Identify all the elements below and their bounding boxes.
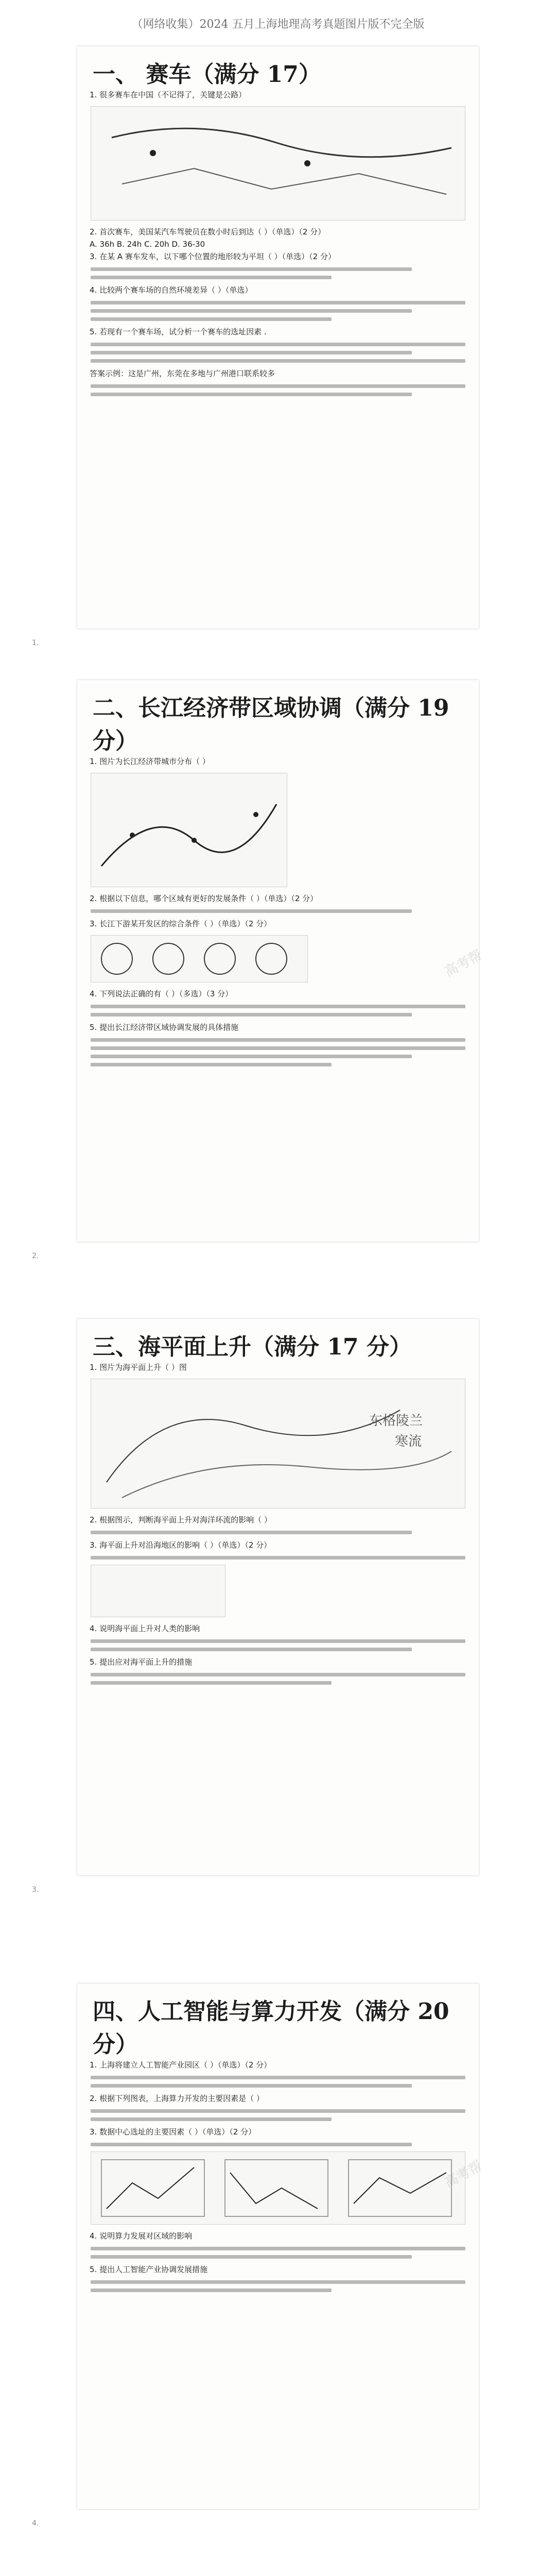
text-line — [91, 1038, 465, 1042]
text-line — [91, 343, 465, 346]
question: 1. 很多赛车在中国（不记得了，关键是公路） — [90, 90, 247, 99]
section-2-sheet — [77, 680, 479, 1242]
text-line — [91, 317, 332, 321]
circle-diagrams — [91, 935, 308, 982]
header-note: （网络收集）2024 五月上海地理高考真题图片版不完全版 — [131, 18, 425, 31]
text-line — [91, 1013, 412, 1016]
question: 1. 图片为长江经济带城市分布（ ） — [90, 757, 210, 766]
section-2-title: 二、长江经济带区域协调（满分 19 分） — [93, 695, 449, 754]
section-4-sheet — [77, 1984, 479, 2509]
section-4-title: 四、人工智能与算力开发（满分 20 分） — [93, 1998, 449, 2058]
text-line — [91, 2280, 465, 2284]
page-number: 4. — [32, 2519, 39, 2528]
section-3-sheet — [77, 1319, 479, 1875]
text-line — [91, 393, 412, 396]
question: A. 36h B. 24h C. 20h D. 36-30 — [90, 240, 205, 249]
text-line — [91, 1063, 332, 1066]
text-line — [91, 1639, 465, 1643]
route-map — [91, 107, 465, 220]
text-line — [91, 1681, 332, 1685]
city-point — [130, 833, 135, 838]
trend-line — [107, 2167, 194, 2209]
text-line — [91, 351, 412, 354]
map-figure — [91, 106, 465, 221]
text-line — [91, 2109, 465, 2113]
text-line — [91, 1673, 465, 1676]
text-line — [91, 2143, 412, 2146]
text-line — [91, 301, 465, 304]
text-line — [91, 2117, 332, 2121]
question: 5. 提出应对海平面上升的措施 — [90, 1657, 193, 1667]
text-line — [91, 1055, 412, 1058]
small-figure — [91, 1565, 225, 1617]
map-label: 寒流 — [395, 1434, 422, 1449]
question: 3. 长江下游某开发区的综合条件（ ）（单选）（2 分） — [90, 919, 272, 928]
route-line — [112, 128, 451, 157]
text-line — [91, 2084, 412, 2088]
section-1-sheet — [77, 46, 479, 629]
text-line — [91, 276, 332, 279]
question: 4. 比较两个赛车场的自然环境差异（ ）（单选） — [90, 285, 253, 295]
question: 4. 说明海平面上升对人类的影响 — [90, 1624, 200, 1633]
text-line — [91, 1556, 465, 1560]
current-line — [107, 1410, 400, 1482]
question: 5. 提出长江经济带区域协调发展的具体措施 — [90, 1023, 239, 1032]
question: 2. 根据以下信息，哪个区域有更好的发展条件（ ）（单选）（2 分） — [90, 894, 318, 903]
question: 1. 上海将建立人工智能产业园区（ ）（单选）（2 分） — [90, 2060, 272, 2070]
question: 2. 根据下列图表，上海算力开发的主要因素是（ ） — [90, 2094, 264, 2103]
section-3-title: 三、海平面上升（满分 17 分） — [93, 1334, 412, 1360]
diagram-circle — [153, 943, 184, 974]
chart-frame — [225, 2160, 328, 2216]
river-line — [101, 804, 276, 866]
page-number: 1. — [32, 639, 39, 647]
current-line — [122, 1451, 451, 1498]
question: 3. 数据中心选址的主要因素（ ）（单选）（2 分） — [90, 2127, 256, 2137]
ocean-map — [91, 1379, 465, 1509]
city-point — [253, 812, 258, 817]
city-point — [192, 838, 197, 843]
text-line — [91, 309, 412, 313]
page-number: 3. — [32, 1886, 39, 1894]
question: 5. 若现有一个赛车场，试分析一个赛车的选址因素 . — [90, 327, 267, 336]
river-map — [91, 773, 287, 887]
question: 3. 在某 A 赛车发车，以下哪个位置的地形较为平坦（ ）（单选）（2 分） — [90, 252, 336, 261]
diagram-row — [91, 936, 307, 982]
question: 1. 图片为海平面上升（ ）图 — [90, 1363, 187, 1372]
diagram-circle — [101, 943, 132, 974]
text-line — [91, 384, 465, 388]
question: 4. 说明算力发展对区域的影响 — [90, 2231, 193, 2241]
text-line — [91, 2289, 332, 2292]
trend-line — [354, 2173, 446, 2204]
map-point — [304, 160, 310, 166]
question: 2. 根据图示，判断海平面上升对海洋环流的影响（ ） — [90, 1515, 272, 1524]
diagram-circle — [256, 943, 287, 974]
text-line — [91, 1648, 412, 1651]
text-line — [91, 1046, 465, 1050]
diagram-circle — [204, 943, 235, 974]
text-line — [91, 909, 412, 913]
text-line — [91, 2247, 465, 2250]
coast-line — [122, 168, 446, 194]
trend-line — [230, 2173, 318, 2209]
watermark: 高考帮 — [442, 2158, 485, 2191]
question: 3. 海平面上升对沿海地区的影响（ ）（单选）（2 分） — [90, 1540, 272, 1550]
text-line — [91, 2076, 465, 2079]
watermark: 高考帮 — [442, 947, 485, 980]
section-1-title: 一、 赛车（满分 17） — [93, 61, 321, 88]
text-line — [91, 1005, 465, 1008]
map-point — [150, 150, 156, 156]
question: 5. 提出人工智能产业协调发展措施 — [90, 2265, 208, 2274]
question: 2. 首次赛车，美国某汽车驾驶员在数小时后到达（ ）（单选）（2 分） — [90, 227, 326, 236]
trend-figures — [91, 2151, 465, 2225]
text-line — [91, 1531, 412, 1534]
text-line — [91, 359, 465, 363]
text-line — [91, 2255, 412, 2259]
page-number: 2. — [32, 1252, 39, 1260]
question: 4. 下列说法正确的有（ ）（多选）（3 分） — [90, 989, 233, 998]
chart-frame — [101, 2160, 204, 2216]
region-map — [91, 773, 287, 887]
text-line — [91, 267, 412, 271]
trend-charts — [91, 2152, 465, 2224]
map-label: 东格陵兰 — [369, 1413, 423, 1429]
answer: 答案示例：这是广州，东莞在多地与广州港口联系较多 — [90, 369, 275, 378]
